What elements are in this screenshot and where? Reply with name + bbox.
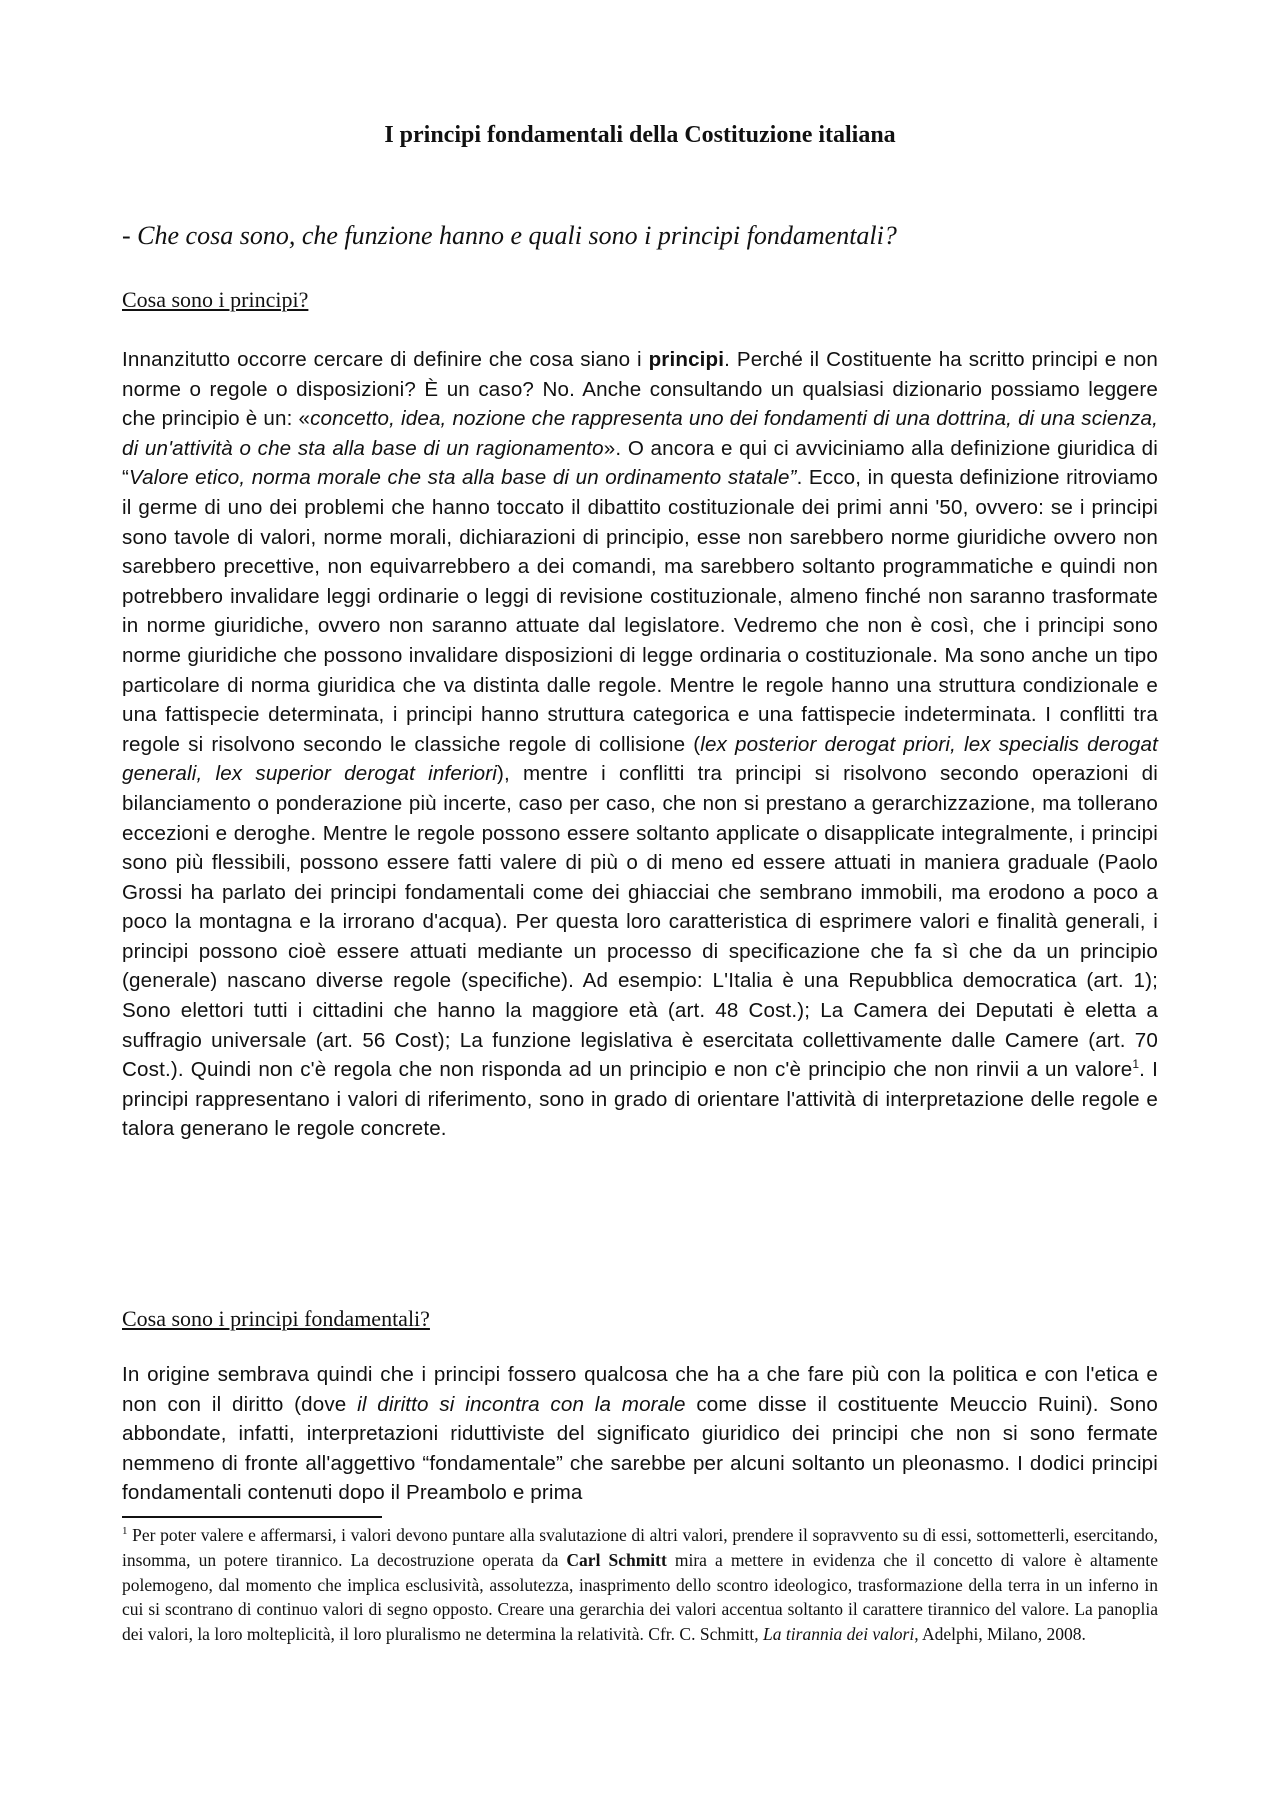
italic-quote-ruini: il diritto si incontra con la morale [357, 1392, 686, 1416]
text-run: ». O ancora e qui ci avviciniamo alla definizione giuridica di “ [122, 436, 1159, 490]
italic-quote-legal-definition: Valore etico, norma morale che sta alla base di un ordinamento statale” [129, 466, 797, 490]
text-run: ), mentre i conflitti tra principi si risolvono secondo operazioni di bilanciamento o ponderazione più incerte, caso per caso, che non si prestano a gerarchizzazione, ma tollerano eccezioni e deroghe. Mentre le regole possono essere soltanto applicate o disapplicate integralmente, i principi sono più flessibili, possono essere fatti valere di più o di meno ed essere attuati in maniera graduale (Paolo Grossi ha parlato dei principi fondamentali come dei ghiacciai che sembrano immobili, ma erodono a poco a poco la montagna e la irrorano d'acqua). Per questa loro caratteristica di esprimere valori e finalità generali, i principi possono cioè essere attuati mediante un processo di specificazione che fa sì che da un principio (generale) nascano diverse regole (specifiche). Ad esempio: L'Italia è una Repubblica democratica (art. 1); Sono elettori tutti i cittadini che hanno la maggiore età (art. 48 Cost.); La Camera dei Deputati è eletta a suffragio universale (art. 56 Cost); La funzione legislativa è esercitata collettivamente dalle Camere (art. 70 Cost.). Quindi non c'è regola che non risponda ad un principio e non c'è principio che non rinvii a un valore [122, 762, 1158, 1082]
footnote [122, 1523, 1158, 1647]
footnote-reference[interactable]: 1 [1132, 1057, 1140, 1072]
section-heading-principles: Cosa sono i principi? [122, 287, 309, 312]
text-run: In origine sembrava quindi che i principi fossero qualcosa che ha a che fare più con la politica e con l'etica e non con il diritto (dove [122, 1363, 1158, 1416]
bold-term-principi: principi [648, 348, 725, 371]
footnote-separator [122, 1516, 382, 1518]
paragraph-fundamental-principles [122, 1360, 1158, 1508]
section-heading-fundamental-principles: Cosa sono i principi fondamentali? [122, 1306, 430, 1331]
section-question: - Che cosa sono, che funzione hanno e quali sono i principi fondamentali? [122, 221, 897, 250]
italic-quote-definition: concetto, idea, nozione che rappresenta uno dei fondamenti di una dottrina, di una scienza, di un'attività o che sta alla base di un ragionamento [122, 407, 1159, 460]
text-run: , Adelphi, Milano, 2008. [914, 1624, 1086, 1645]
text-run: . I principi rappresentano i valori di riferimento, sono in grado di orientare l'attività di interpretazione delle regole e talora generano le regole concrete. [122, 1058, 1158, 1141]
text-run: Innanzitutto occorre cercare di definire che cosa siano i [122, 348, 649, 371]
text-run: come disse il costituente Meuccio Ruini). Sono abbondate, infatti, interpretazioni riduttiviste del significato giuridico dei principi che non si sono fermate nemmeno di fronte all'aggettivo “fondamentale” che sarebbe per alcuni soltanto un pleonasmo. I dodici principi fondamentali contenuti dopo il Preambolo e prima [122, 1392, 1158, 1505]
italic-book-title: La tirannia dei valori [763, 1624, 915, 1645]
text-run: mira a mettere in evidenza che il concetto di valore è altamente polemogeno, dal momento che implica esclusività, assolutezza, inasprimento dello scontro ideologico, trasformazione della terra in un inferno in cui si scontrano di continuo valori di segno opposto. Creare una gerarchia dei valori accentua soltanto il carattere tirannico del valore. La panoplia dei valori, la loro molteplicità, il loro pluralismo ne determina la relatività. Cfr. C. Schmitt, [122, 1549, 1158, 1645]
italic-latin-rules: lex posterior derogat priori, lex specialis derogat generali, lex superior derogat inferiori [122, 732, 1159, 786]
text-run: . Ecco, in questa definizione ritroviamo il germe di uno dei problemi che hanno toccato il dibattito costituzionale dei primi anni '50, ovvero: se i principi sono tavole di valori, norme morali, dichiarazioni di principio, esse non sarebbero norme giuridiche ovvero non sarebbero precettive, non equivarrebbero a dei comandi, ma sarebbero soltanto programmatiche e quindi non potrebbero invalidare leggi ordinarie o leggi di revisione costituzionale, almeno finché non saranno trasformate in norme giuridiche, ovvero non saranno attuate dal legislatore. Vedremo che non è così, che i principi sono norme giuridiche che possono invalidare disposizioni di legge ordinaria o costituzionale. Ma sono anche un tipo particolare di norma giuridica che va distinta dalle regole. Mentre le regole hanno una struttura condizionale e una fattispecie determinata, i principi hanno struttura categorica e una fattispecie indeterminata. I conflitti tra regole si risolvono secondo le classiche regole di collisione ( [122, 466, 1159, 756]
text-run: Per poter valere e affermarsi, i valori devono puntare alla svalutazione di altri valori, prendere il sopravvento su di essi, sottometterli, esercitando, insomma, un potere tirannico. La decostruzione operata da [122, 1525, 1158, 1570]
paragraph-principles [122, 345, 1158, 1144]
text-run: . Perché il Costituente ha scritto principi e non norme o regole o disposizioni? È un caso? No. Anche consultando un qualsiasi dizionario possiamo leggere che principio è un: « [122, 348, 1158, 431]
document-title: I principi fondamentali della Costituzione italiana [384, 122, 896, 148]
footnote-marker: 1 [122, 1525, 128, 1537]
bold-name-schmitt: Carl Schmitt [566, 1549, 667, 1570]
